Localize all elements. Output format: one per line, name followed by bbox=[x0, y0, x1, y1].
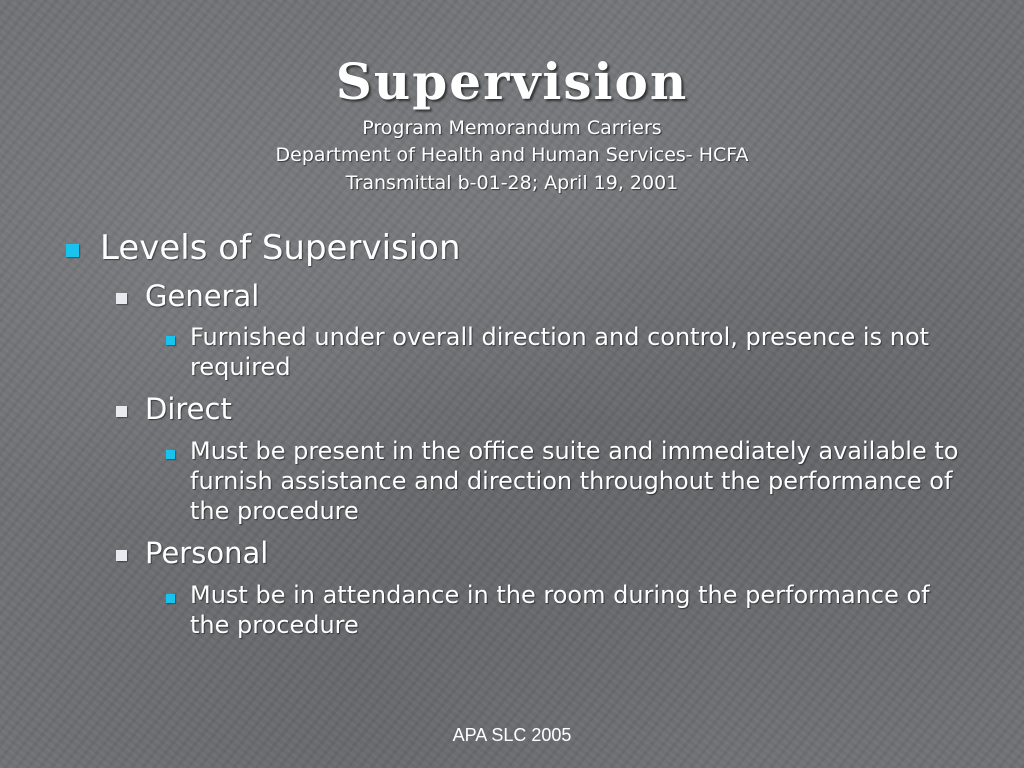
square-bullet-icon bbox=[166, 594, 175, 603]
square-bullet-icon bbox=[166, 336, 175, 345]
slide-title: Supervision bbox=[335, 52, 689, 111]
square-bullet-icon bbox=[116, 550, 127, 561]
square-bullet-icon bbox=[66, 244, 79, 257]
square-bullet-icon bbox=[166, 450, 175, 459]
bullet-personal-detail: Must be in attendance in the room during the performance of the procedure bbox=[190, 581, 930, 639]
subtitle-line-1: Program Memorandum Carriers bbox=[362, 117, 662, 139]
square-bullet-icon bbox=[116, 406, 127, 417]
subtitle-line-3: Transmittal b-01-28; April 19, 2001 bbox=[345, 172, 679, 194]
subtitle-line-2: Department of Health and Human Services- HCFA bbox=[275, 144, 749, 166]
bullet-direct: Direct bbox=[145, 392, 232, 426]
bullet-general-detail: Furnished under overall direction and control, presence is not required bbox=[190, 323, 930, 381]
bullet-personal: Personal bbox=[145, 536, 269, 570]
bullet-general: General bbox=[145, 279, 260, 313]
bullet-direct-detail: Must be present in the office suite and immediately available to furnish assistance and direction throughout the performance of the procedure bbox=[190, 437, 959, 525]
square-bullet-icon bbox=[116, 293, 127, 304]
slide-footer: APA SLC 2005 bbox=[452, 725, 572, 745]
bullet-levels-of-supervision: Levels of Supervision bbox=[100, 228, 461, 268]
